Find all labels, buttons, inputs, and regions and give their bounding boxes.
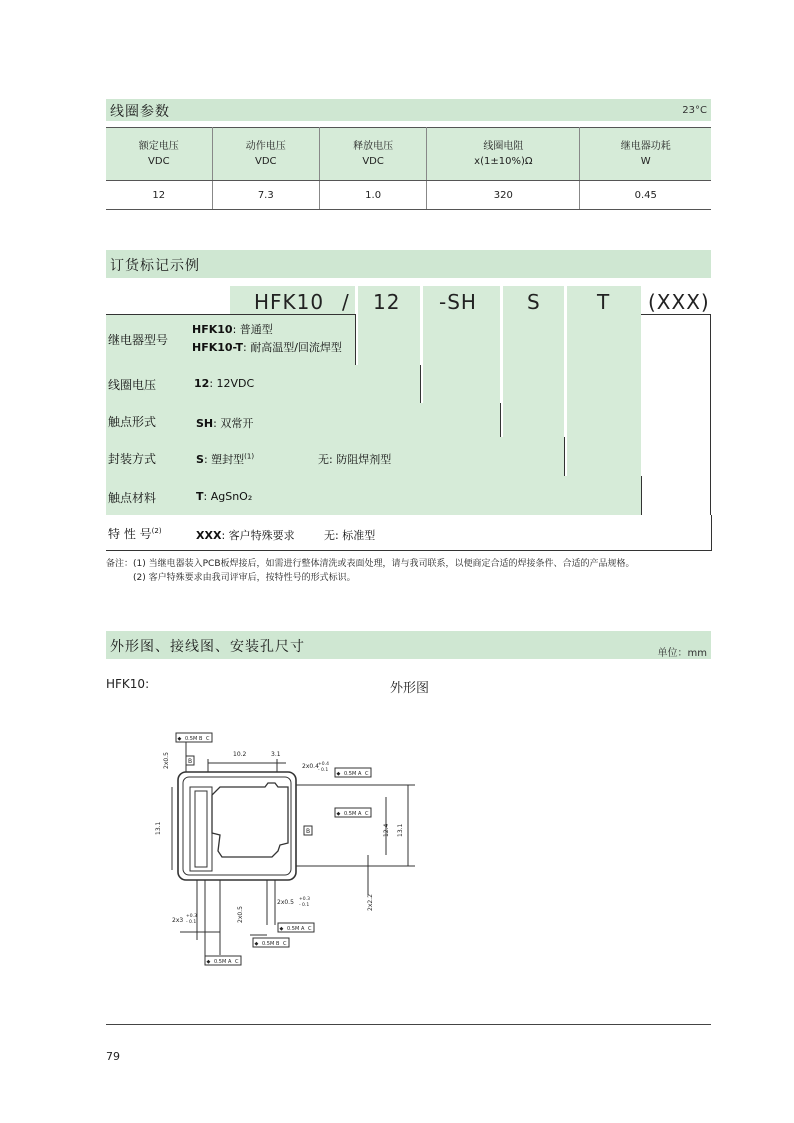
footer-rule <box>106 1024 711 1025</box>
svg-text:B: B <box>276 941 280 947</box>
row-desc-model-2: HFK10-T: 耐高温型/回流焊型 <box>192 341 342 354</box>
svg-text:+0.3: +0.3 <box>186 914 197 919</box>
special-column-border <box>710 314 711 515</box>
svg-text:B: B <box>306 828 311 835</box>
svg-text:C: C <box>283 941 287 947</box>
row-desc-contact: SH: 双常开 <box>196 417 254 430</box>
code-package: S <box>527 290 541 314</box>
outline-section-title: 外形图、接线图、安装孔尺寸 <box>110 639 305 655</box>
coil-table <box>106 127 711 210</box>
cell-coil-resistance: 320 <box>427 181 580 210</box>
svg-text:◆: ◆ <box>336 771 341 777</box>
row-model <box>106 314 356 367</box>
row-label-contact: 触点形式 <box>108 415 157 429</box>
model-label: HFK10: <box>106 677 150 691</box>
row-desc-special-alt: 无: 标准型 <box>324 529 376 542</box>
svg-text:◆: ◆ <box>254 941 259 947</box>
code-material: T <box>597 290 611 314</box>
special-column-topline <box>641 314 711 315</box>
svg-text:B: B <box>188 758 193 765</box>
unit-label: 单位：mm <box>657 648 707 659</box>
svg-text:0.5M: 0.5M <box>344 771 357 777</box>
code-voltage: 12 <box>373 290 401 314</box>
coil-section-header <box>106 99 711 121</box>
row-special <box>106 515 712 551</box>
row-label-material: 触点材料 <box>108 491 157 505</box>
note-2: (2) 客户特殊要求由我司评审后，按特性号的形式标识。 <box>133 573 356 583</box>
svg-text:0.5M: 0.5M <box>287 926 300 932</box>
svg-text:C: C <box>308 926 312 932</box>
svg-text:◆: ◆ <box>206 959 211 965</box>
row-contact <box>106 403 501 438</box>
code-slash: / <box>342 290 350 314</box>
svg-text:B: B <box>199 736 203 742</box>
row-package <box>106 437 565 477</box>
coil-table-header <box>106 128 711 181</box>
cell-pickup-voltage: 7.3 <box>212 181 319 210</box>
svg-text:0.5M: 0.5M <box>185 736 198 742</box>
svg-text:- 0.1: - 0.1 <box>299 903 310 908</box>
cell-rated-voltage: 12 <box>106 181 212 210</box>
dim-2x0-5-mid: 2x0.5 <box>237 906 244 923</box>
code-contact: -SH <box>439 290 477 314</box>
svg-text:A: A <box>358 811 362 817</box>
row-desc-special: XXX: 客户特殊要求 <box>196 529 295 542</box>
svg-text:0.5M: 0.5M <box>262 941 275 947</box>
order-section-title: 订货标记示例 <box>110 258 200 274</box>
row-desc-model-1: HFK10: 普通型 <box>192 323 273 336</box>
dim-2x0-5-bottom: 2x0.5 <box>277 899 294 906</box>
row-label-voltage: 线圈电压 <box>108 378 157 392</box>
outline-subtitle: 外形图 <box>390 681 430 696</box>
row-desc-material: T: AgSnO₂ <box>196 490 253 503</box>
header-coil-resistance: 线圈电阻 x(1±10%)Ω <box>427 128 580 181</box>
page-number: 79 <box>106 1050 120 1063</box>
row-label-model: 继电器型号 <box>108 333 169 347</box>
svg-text:+0.3: +0.3 <box>299 897 310 902</box>
svg-text:0.5M: 0.5M <box>214 959 227 965</box>
header-release-voltage: 释放电压 VDC <box>319 128 426 181</box>
svg-text:◆: ◆ <box>279 926 284 932</box>
row-label-special: 特 性 号$^{(2)}$ <box>108 527 162 541</box>
coil-section-title: 线圈参数 <box>110 104 170 120</box>
outline-drawing <box>150 725 450 975</box>
svg-text:◆: ◆ <box>177 736 182 742</box>
svg-text:A: A <box>228 959 232 965</box>
svg-text:0.5M: 0.5M <box>344 811 357 817</box>
svg-text:A: A <box>301 926 305 932</box>
code-model: HFK10 <box>254 290 325 314</box>
outline-section-header <box>106 631 711 659</box>
svg-text:C: C <box>365 811 369 817</box>
dim-13-1-right: 13.1 <box>397 823 404 837</box>
dim-2x3: 2x3 <box>172 917 184 924</box>
order-section-header <box>106 250 711 278</box>
dim-3-1: 3.1 <box>271 751 281 758</box>
row-desc-package-alt: 无: 防阻焊剂型 <box>318 453 392 466</box>
svg-text:◆: ◆ <box>336 811 341 817</box>
row-desc-voltage: 12: 12VDC <box>194 377 255 390</box>
dim-10-2: 10.2 <box>233 751 247 758</box>
svg-text:C: C <box>206 736 210 742</box>
table-row <box>106 181 711 210</box>
svg-text:- 0.1: - 0.1 <box>318 768 329 773</box>
dim-2x2-2: 2x2.2 <box>367 894 374 911</box>
row-label-package: 封装方式 <box>108 452 157 466</box>
svg-text:+0.4: +0.4 <box>318 762 329 767</box>
temperature-note: 23°C <box>682 105 707 116</box>
header-pickup-voltage: 动作电压 VDC <box>212 128 319 181</box>
dim-13-1-left: 13.1 <box>155 821 162 835</box>
header-rated-voltage: 额定电压 VDC <box>106 128 212 181</box>
dim-2x0-4: 2x0.4 <box>302 763 319 770</box>
svg-text:C: C <box>365 771 369 777</box>
svg-text:A: A <box>358 771 362 777</box>
cell-power: 0.45 <box>580 181 711 210</box>
cell-release-voltage: 1.0 <box>319 181 426 210</box>
dim-2x0-5-top: 2x0.5 <box>163 752 170 769</box>
row-desc-package: S: 塑封型$^{(1)}$ <box>196 452 255 466</box>
svg-text:- 0.1: - 0.1 <box>186 920 197 925</box>
code-special: (XXX) <box>648 290 710 314</box>
row-voltage <box>106 365 421 404</box>
header-power: 继电器功耗 W <box>580 128 711 181</box>
row-material <box>106 476 642 516</box>
dim-12-4: 12.4 <box>383 823 390 837</box>
svg-text:C: C <box>235 959 239 965</box>
note-1: 备注：(1) 当继电器装入PCB板焊接后，如需进行整体清洗或表面处理，请与我司联系，以便商定合适的焊接条件、合适的产品规格。 <box>106 559 635 569</box>
datum-b-markers <box>186 756 312 835</box>
